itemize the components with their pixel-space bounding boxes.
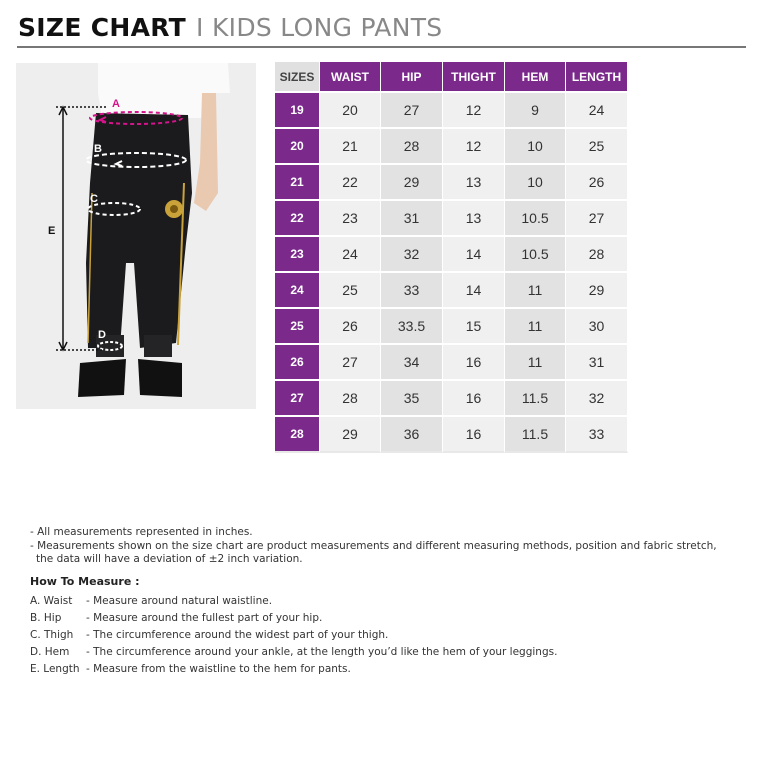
table-cell: 32 [381,235,443,271]
size-cell: 25 [275,307,320,343]
page-title [18,12,442,44]
table-cell: 11.5 [505,379,566,415]
label-a: A [112,98,120,110]
table-row [275,91,628,127]
size-cell: 27 [275,379,320,415]
table-row [275,163,628,199]
table-cell: 35 [381,379,443,415]
table-cell: 33 [566,415,628,453]
table-cell: 11.5 [505,415,566,453]
table-cell: 20 [320,91,381,127]
table-cell: 14 [443,271,505,307]
table-cell: 9 [505,91,566,127]
measure-key: B. Hip [30,611,62,624]
measure-text: - Measure around the fullest part of your hip. [86,611,323,624]
table-row [275,307,628,343]
table-cell: 27 [320,343,381,379]
table-cell: 26 [566,163,628,199]
col-sizes: SIZES [275,62,320,91]
label-e: E [48,225,56,237]
table-cell: 33 [381,271,443,307]
left-shoe [78,359,126,397]
measure-text: - The circumference around your ankle, at the length you’d like the hem of your leggings. [86,645,558,658]
table-cell: 11 [505,343,566,379]
size-cell: 24 [275,271,320,307]
size-table [275,62,628,453]
title-divider [17,46,746,48]
table-cell: 28 [566,235,628,271]
how-to-list [30,592,557,677]
table-cell: 12 [443,127,505,163]
table-cell: 24 [320,235,381,271]
table-cell: 10 [505,163,566,199]
measure-text: - Measure around natural waistline. [86,594,273,607]
table-cell: 10.5 [505,235,566,271]
table-cell: 10.5 [505,199,566,235]
measure-key: A. Waist [30,594,73,607]
table-row [275,379,628,415]
table-cell: 32 [566,379,628,415]
table-row [275,415,628,453]
table-cell: 28 [320,379,381,415]
notes [30,526,717,567]
table-cell: 29 [381,163,443,199]
measure-key: C. Thigh [30,628,74,641]
table-cell: 33.5 [381,307,443,343]
table-cell: 25 [566,127,628,163]
size-cell: 20 [275,127,320,163]
size-cell: 19 [275,91,320,127]
table-cell: 23 [320,199,381,235]
table-cell: 24 [566,91,628,127]
col-length: LENGTH [566,62,628,91]
table-cell: 15 [443,307,505,343]
table-row [275,199,628,235]
title-separator: I [196,13,204,42]
table-cell: 29 [320,415,381,453]
table-cell: 12 [443,91,505,127]
table-cell: 14 [443,235,505,271]
list-item [30,626,557,643]
note-line: - Measurements shown on the size chart are product measurements and different measuring methods, position and fabric stretch, [30,539,717,552]
table-cell: 29 [566,271,628,307]
table-cell: 31 [381,199,443,235]
table-cell: 26 [320,307,381,343]
table-cell: 31 [566,343,628,379]
title-product: KIDS LONG PANTS [211,13,443,42]
table-cell: 13 [443,199,505,235]
crest-icon [165,200,183,218]
measure-key: D. Hem [30,645,70,658]
list-item [30,660,557,677]
how-to-heading: How To Measure : [30,575,140,588]
label-b: B [94,143,102,155]
right-shoe [138,359,182,397]
title-main: SIZE CHART [18,13,187,42]
right-cuff [144,335,172,357]
label-d: D [98,329,106,341]
measure-text: - Measure from the waistline to the hem for pants. [86,662,351,675]
size-cell: 23 [275,235,320,271]
table-cell: 28 [381,127,443,163]
table-row [275,343,628,379]
label-c: C [90,193,98,205]
measure-key: E. Length [30,662,80,675]
table-cell: 22 [320,163,381,199]
col-waist: WAIST [320,62,381,91]
table-cell: 16 [443,415,505,453]
table-cell: 30 [566,307,628,343]
table-row [275,127,628,163]
size-cell: 21 [275,163,320,199]
measure-text: - The circumference around the widest part of your thigh. [86,628,389,641]
table-cell: 27 [566,199,628,235]
table-cell: 36 [381,415,443,453]
table-cell: 16 [443,379,505,415]
note-line: - All measurements represented in inches. [30,526,253,538]
col-hip: HIP [381,62,443,91]
table-cell: 25 [320,271,381,307]
table-cell: 10 [505,127,566,163]
size-table-header [275,62,628,91]
table-cell: 27 [381,91,443,127]
note-line: the data will have a deviation of ±2 inch variation. [36,553,303,565]
size-cell: 26 [275,343,320,379]
table-cell: 11 [505,307,566,343]
list-item [30,592,557,609]
col-thigh: THIGHT [443,62,505,91]
table-cell: 34 [381,343,443,379]
size-cell: 28 [275,415,320,453]
pants-measurement-diagram [16,63,256,409]
table-cell: 21 [320,127,381,163]
table-row [275,271,628,307]
size-cell: 22 [275,199,320,235]
list-item [30,643,557,660]
list-item [30,609,557,626]
col-hem: HEM [505,62,566,91]
table-cell: 13 [443,163,505,199]
table-cell: 11 [505,271,566,307]
table-row [275,235,628,271]
table-cell: 16 [443,343,505,379]
